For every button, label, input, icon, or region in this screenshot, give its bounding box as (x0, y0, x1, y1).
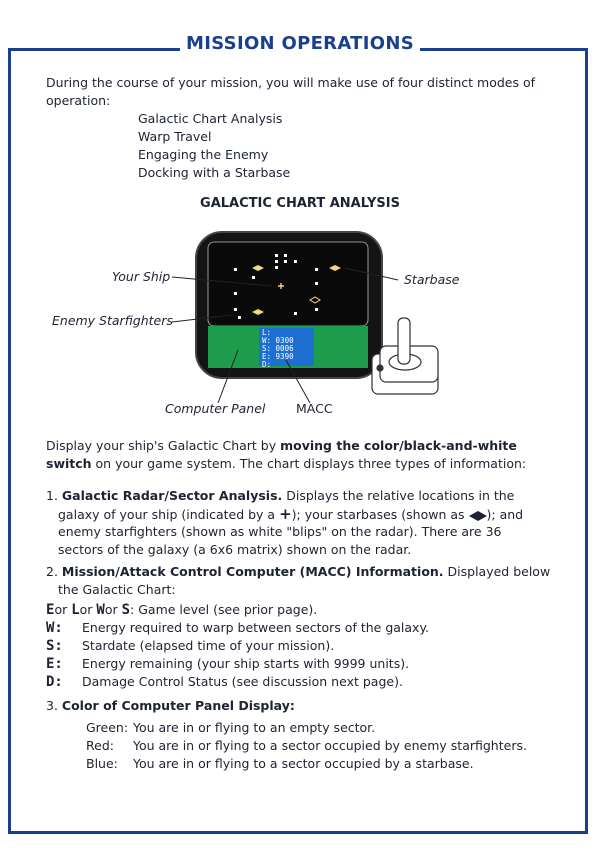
code-sep: or (79, 602, 97, 617)
item-number: 2. (46, 564, 58, 579)
mode-item: Warp Travel (138, 129, 212, 144)
para-text: on your game system. The chart displays three types of information: (91, 456, 527, 471)
item-title: Color of Computer Panel Display: (61, 698, 295, 713)
code-key: D: (46, 674, 63, 690)
item-text: Displayed below (443, 564, 551, 579)
plus-icon: + (279, 505, 292, 523)
code-text: Stardate (elapsed time of your mission). (82, 638, 335, 653)
code-key: L (71, 602, 80, 618)
color-key: Red: (86, 738, 114, 753)
color-text: You are in or flying to a sector occupied by a starbase. (133, 756, 474, 771)
item-number: 1. (46, 488, 58, 503)
item1-line4: sectors of the galaxy (a 6x6 matrix) shown on the radar. (58, 542, 412, 557)
code-row (46, 620, 429, 636)
readout-line: S: 0006 (262, 344, 294, 353)
intro-text: During the course of your mission, you will make use of four distinct modes of operation: (46, 75, 536, 108)
code-key: S: (46, 638, 63, 654)
item2-line1 (46, 563, 550, 581)
page-title: MISSION OPERATIONS (180, 33, 420, 54)
mode-item: Docking with a Starbase (138, 165, 291, 180)
chart-paragraph (46, 437, 546, 473)
mode-item: Engaging the Enemy (138, 147, 269, 162)
para-text: Display your ship's Galactic Chart by (46, 438, 281, 453)
label-enemy-starfighters: Enemy Starfighters (52, 313, 173, 328)
label-computer-panel: Computer Panel (165, 401, 266, 416)
code-key: E: (46, 656, 63, 672)
code-sep: or (54, 602, 72, 617)
para-bold: moving the color/black-and-white switch (46, 438, 517, 471)
color-text: You are in or flying to a sector occupied by enemy starfighters. (133, 738, 527, 753)
item-text: ); and (486, 507, 524, 522)
item-text: Displays the relative locations in the (282, 488, 515, 503)
code-text: Energy required to warp between sectors of the galaxy. (82, 620, 430, 635)
item1-line2 (58, 505, 523, 524)
code-text: Energy remaining (your ship starts with 9999 units). (82, 656, 410, 671)
readout-line: D: (262, 360, 272, 369)
item-number: 3. (46, 698, 58, 713)
color-row (86, 756, 474, 771)
readout-line: W: 0300 (262, 336, 294, 345)
code-row (46, 674, 403, 690)
item1-line3: enemy starfighters (shown as white "blips" on the radar). There are 36 (58, 524, 502, 539)
code-key: W (96, 602, 105, 618)
label-macc: MACC (296, 401, 333, 416)
starbase-icon (469, 511, 487, 521)
readout-line: E: 9390 (262, 352, 294, 361)
section-heading: GALACTIC CHART ANALYSIS (200, 196, 400, 211)
label-your-ship: Your Ship (112, 269, 171, 284)
item-text: ); your starbases (shown as (291, 507, 469, 522)
code-key: E (46, 602, 55, 618)
color-key: Green: (86, 720, 129, 735)
code-row (46, 656, 409, 672)
item-title: Galactic Radar/Sector Analysis. (61, 488, 283, 503)
item2-line2: the Galactic Chart: (58, 582, 176, 597)
label-starbase: Starbase (404, 272, 460, 287)
code-text: : Game level (see prior page). (130, 602, 318, 617)
item-text: galaxy of your ship (indicated by a (58, 507, 280, 522)
color-key: Blue: (86, 756, 118, 771)
readout-line: L: (262, 328, 272, 337)
code-row (46, 602, 317, 618)
radar-screen (208, 242, 368, 326)
color-row (86, 738, 527, 753)
item1-line1 (46, 487, 514, 505)
code-sep: or (104, 602, 122, 617)
title-wrap (0, 33, 600, 54)
item-title: Mission/Attack Control Computer (MACC) Information. (61, 564, 444, 579)
code-key: W: (46, 620, 63, 636)
color-row (86, 720, 375, 735)
color-text: You are in or flying to an empty sector. (133, 720, 376, 735)
code-row (46, 638, 334, 654)
code-text: Damage Control Status (see discussion next page). (82, 674, 403, 689)
mode-item: Galactic Chart Analysis (138, 111, 283, 126)
code-key: S (121, 602, 131, 618)
item3-line1 (46, 697, 295, 715)
